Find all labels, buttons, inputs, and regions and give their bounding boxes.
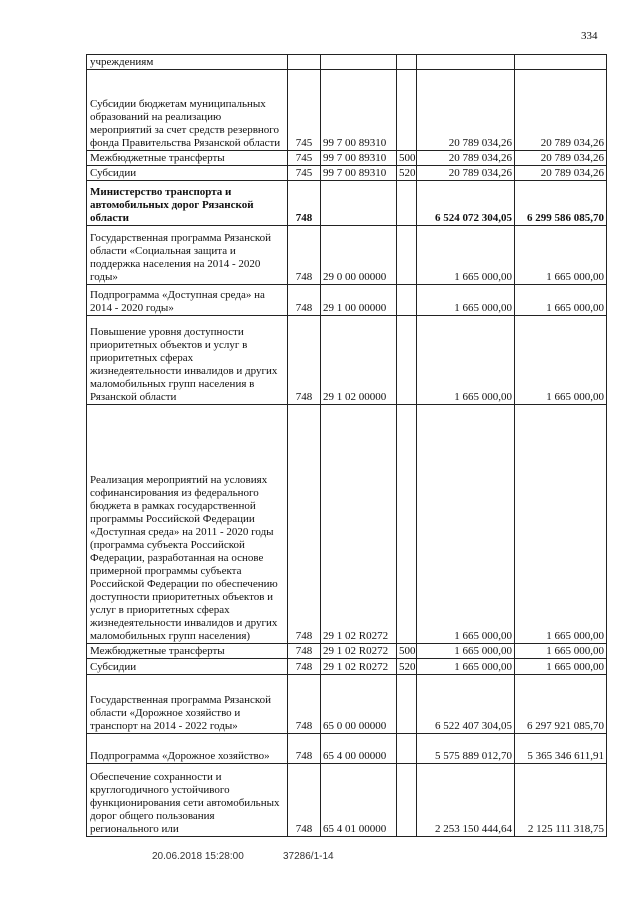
expense-name-cell: Подпрограмма «Доступная среда» на 2014 - 2020 годы»	[87, 285, 288, 316]
expense-name-cell: Межбюджетные трансферты	[87, 151, 288, 166]
expense-name-cell: Межбюджетные трансферты	[87, 644, 288, 659]
expense-type-code-cell	[397, 764, 417, 837]
budget-table	[86, 54, 607, 837]
amount-year2-cell: 20 789 034,26	[515, 166, 607, 181]
target-article-code-cell: 29 1 02 R0272	[321, 644, 397, 659]
table-row	[87, 181, 607, 226]
target-article-code-cell: 29 0 00 00000	[321, 226, 397, 285]
footer-date: 20.06.2018 15:28:00	[152, 851, 244, 862]
target-article-code-cell: 99 7 00 89310	[321, 166, 397, 181]
amount-year2-cell: 1 665 000,00	[515, 644, 607, 659]
expense-type-code-cell	[397, 405, 417, 644]
ministry-code-cell: 748	[288, 644, 321, 659]
amount-year1-cell: 6 522 407 304,05	[417, 675, 515, 734]
expense-type-code-cell: 500	[397, 151, 417, 166]
target-article-code-cell	[321, 55, 397, 70]
expense-name-cell: Субсидии	[87, 166, 288, 181]
amount-year1-cell: 20 789 034,26	[417, 151, 515, 166]
amount-year1-cell	[417, 55, 515, 70]
ministry-code-cell: 745	[288, 166, 321, 181]
expense-name-cell: Реализация мероприятий на условиях софинансирования из федерального бюджета в рамках государственной программы Российской Федерации «Доступная среда» на 2011 - 2020 годы (программа субъекта Российской Федерации, разработанная на основе примерной программы субъекта Российской Федерации по обеспечению доступности приоритетных объектов и услуг в приоритетных сферах жизнедеятельности инвалидов и других маломобильных групп населения)	[87, 405, 288, 644]
amount-year1-cell: 1 665 000,00	[417, 659, 515, 675]
amount-year1-cell: 5 575 889 012,70	[417, 734, 515, 764]
ministry-code-cell: 745	[288, 70, 321, 151]
table-row	[87, 285, 607, 316]
expense-type-code-cell: 500	[397, 644, 417, 659]
target-article-code-cell: 65 4 01 00000	[321, 764, 397, 837]
expense-type-code-cell	[397, 734, 417, 764]
ministry-code-cell: 748	[288, 659, 321, 675]
expense-name-cell: Повышение уровня доступности приоритетных объектов и услуг в приоритетных сферах жизнедеятельности инвалидов и других маломобильных групп населения в Рязанской области	[87, 316, 288, 405]
expense-name-cell: Министерство транспорта и автомобильных дорог Рязанской области	[87, 181, 288, 226]
expense-type-code-cell	[397, 226, 417, 285]
target-article-code-cell: 29 1 02 R0272	[321, 405, 397, 644]
amount-year2-cell: 1 665 000,00	[515, 405, 607, 644]
amount-year1-cell: 1 665 000,00	[417, 226, 515, 285]
amount-year1-cell: 6 524 072 304,05	[417, 181, 515, 226]
amount-year1-cell: 20 789 034,26	[417, 70, 515, 151]
amount-year1-cell: 1 665 000,00	[417, 316, 515, 405]
amount-year2-cell: 20 789 034,26	[515, 70, 607, 151]
footer-doc-number: 37286/1-14	[283, 851, 334, 862]
ministry-code-cell: 748	[288, 181, 321, 226]
page-number: 334	[581, 30, 598, 42]
expense-name-cell: Обеспечение сохранности и круглогодичного устойчивого функционирования сети автомобильных дорог общего пользования регионального или	[87, 764, 288, 837]
table-row	[87, 659, 607, 675]
target-article-code-cell: 99 7 00 89310	[321, 70, 397, 151]
amount-year2-cell: 6 297 921 085,70	[515, 675, 607, 734]
expense-name-cell: Субсидии	[87, 659, 288, 675]
ministry-code-cell: 748	[288, 734, 321, 764]
ministry-code-cell: 748	[288, 405, 321, 644]
amount-year1-cell: 2 253 150 444,64	[417, 764, 515, 837]
amount-year2-cell: 5 365 346 611,91	[515, 734, 607, 764]
ministry-code-cell: 748	[288, 285, 321, 316]
amount-year1-cell: 1 665 000,00	[417, 285, 515, 316]
target-article-code-cell	[321, 181, 397, 226]
target-article-code-cell: 29 1 02 00000	[321, 316, 397, 405]
expense-name-cell: Государственная программа Рязанской области «Дорожное хозяйство и транспорт на 2014 - 2022 годы»	[87, 675, 288, 734]
ministry-code-cell: 748	[288, 226, 321, 285]
expense-type-code-cell	[397, 55, 417, 70]
table-row	[87, 675, 607, 734]
table-row	[87, 226, 607, 285]
expense-type-code-cell	[397, 285, 417, 316]
table-row	[87, 764, 607, 837]
table-row	[87, 316, 607, 405]
table-row	[87, 151, 607, 166]
table-row	[87, 55, 607, 70]
amount-year2-cell: 1 665 000,00	[515, 285, 607, 316]
ministry-code-cell: 748	[288, 675, 321, 734]
table-row	[87, 166, 607, 181]
ministry-code-cell: 748	[288, 316, 321, 405]
table-row	[87, 70, 607, 151]
amount-year2-cell: 20 789 034,26	[515, 151, 607, 166]
target-article-code-cell: 99 7 00 89310	[321, 151, 397, 166]
amount-year2-cell: 1 665 000,00	[515, 316, 607, 405]
target-article-code-cell: 65 4 00 00000	[321, 734, 397, 764]
expense-type-code-cell	[397, 70, 417, 151]
amount-year2-cell: 1 665 000,00	[515, 226, 607, 285]
target-article-code-cell: 29 1 00 00000	[321, 285, 397, 316]
ministry-code-cell: 748	[288, 764, 321, 837]
expense-name-cell: Субсидии бюджетам муниципальных образований на реализацию мероприятий за счет средств резервного фонда Правительства Рязанской области	[87, 70, 288, 151]
expense-name-cell: учреждениям	[87, 55, 288, 70]
amount-year1-cell: 1 665 000,00	[417, 644, 515, 659]
expense-type-code-cell	[397, 316, 417, 405]
amount-year2-cell: 1 665 000,00	[515, 659, 607, 675]
expense-name-cell: Подпрограмма «Дорожное хозяйство»	[87, 734, 288, 764]
table-row	[87, 734, 607, 764]
amount-year2-cell: 2 125 111 318,75	[515, 764, 607, 837]
target-article-code-cell: 29 1 02 R0272	[321, 659, 397, 675]
amount-year1-cell: 20 789 034,26	[417, 166, 515, 181]
expense-type-code-cell	[397, 181, 417, 226]
expense-type-code-cell: 520	[397, 166, 417, 181]
amount-year2-cell: 6 299 586 085,70	[515, 181, 607, 226]
table-row	[87, 644, 607, 659]
expense-type-code-cell: 520	[397, 659, 417, 675]
table-row	[87, 405, 607, 644]
target-article-code-cell: 65 0 00 00000	[321, 675, 397, 734]
expense-name-cell: Государственная программа Рязанской области «Социальная защита и поддержка населения на 2014 - 2020 годы»	[87, 226, 288, 285]
amount-year2-cell	[515, 55, 607, 70]
ministry-code-cell	[288, 55, 321, 70]
expense-type-code-cell	[397, 675, 417, 734]
amount-year1-cell: 1 665 000,00	[417, 405, 515, 644]
ministry-code-cell: 745	[288, 151, 321, 166]
